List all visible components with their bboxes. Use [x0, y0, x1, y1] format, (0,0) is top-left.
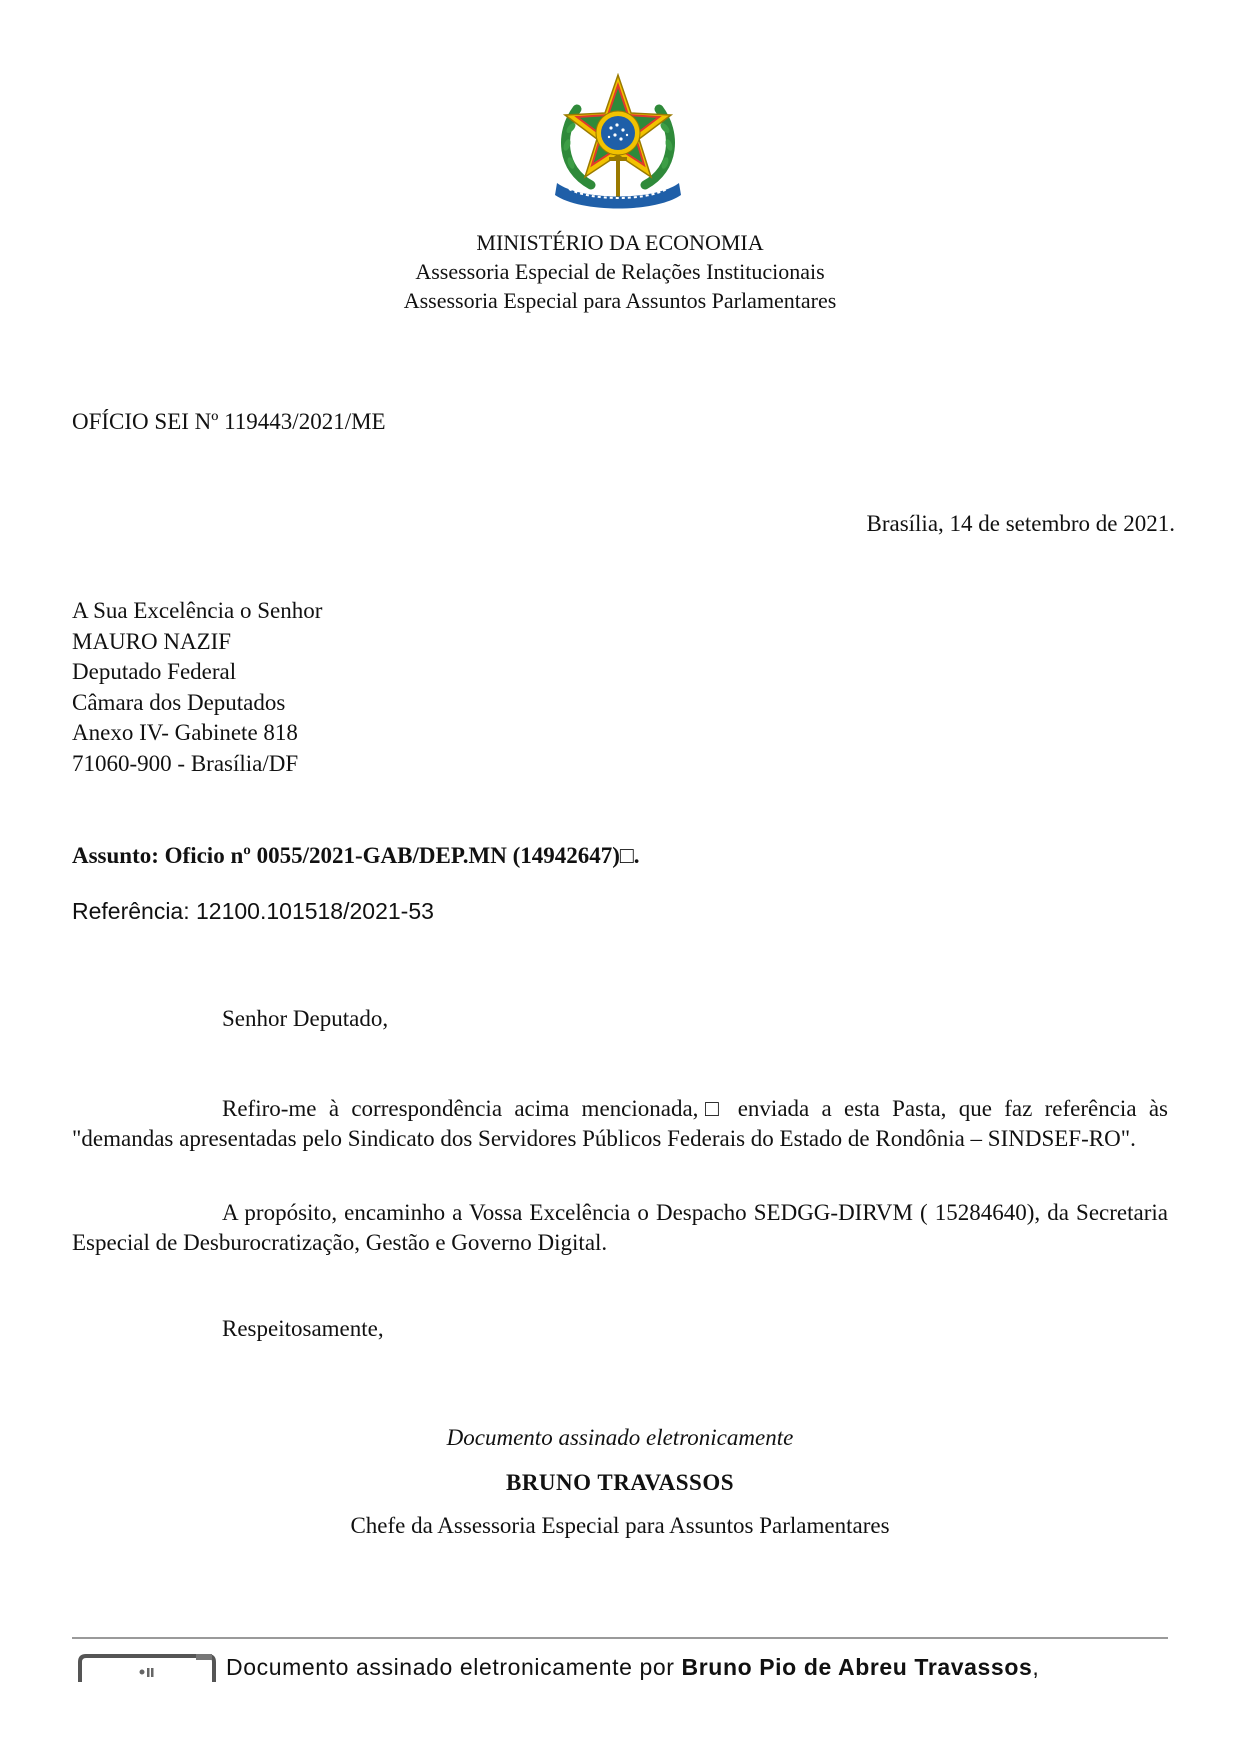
sub-department-name: Assessoria Especial para Assuntos Parlamentares — [403, 288, 837, 313]
footer-suffix: , — [1032, 1654, 1040, 1680]
addressee-line: Anexo IV- Gabinete 818 — [72, 720, 298, 745]
subject-line: Assunto: Oficio nº 0055/2021-GAB/DEP.MN (14942647)□. — [72, 843, 640, 868]
ministry-name: MINISTÉRIO DA ECONOMIA — [476, 230, 764, 255]
letterhead — [0, 228, 1240, 315]
date-line: Brasília, 14 de setembro de 2021. — [866, 511, 1175, 536]
body-paragraph: A propósito, encaminho a Vossa Excelência o Despacho SEDGG-DIRVM ( 15284640), da Secretaria Especial de Desburocratização, Gestão e Governo Digital. — [72, 1200, 1168, 1255]
department-name: Assessoria Especial de Relações Institucionais — [415, 259, 825, 284]
closing: Respeitosamente, — [222, 1316, 384, 1341]
addressee-line: Câmara dos Deputados — [72, 689, 286, 715]
signer-name: BRUNO TRAVASSOS — [505, 1470, 734, 1495]
addressee-block — [72, 596, 322, 779]
addressee-line: MAURO NAZIF — [72, 628, 232, 654]
signature-note: Documento assinado eletronicamente — [446, 1425, 794, 1450]
salutation: Senhor Deputado, — [222, 1006, 389, 1031]
body-paragraph: Refiro-me à correspondência acima mencionada,□ enviada a esta Pasta, que faz referência às "demandas apresentadas pelo Sindicato dos Servidores Públicos Federais do Estado de Rondônia – SINDSEF-RO". — [72, 1096, 1168, 1151]
document-number: OFÍCIO SEI Nº 119443/2021/ME — [72, 409, 386, 434]
signer-role: Chefe da Assessoria Especial para Assuntos Parlamentares — [350, 1513, 890, 1538]
addressee-line: 71060-900 - Brasília/DF — [72, 750, 299, 776]
footer-prefix: Documento assinado eletronicamente por — [226, 1654, 682, 1680]
addressee-line: Deputado Federal — [72, 659, 237, 684]
addressee-line: A Sua Excelência o Senhor — [72, 598, 323, 623]
footer-divider — [72, 1637, 1168, 1639]
coat-of-arms-icon — [551, 73, 685, 211]
sei-logo-icon — [76, 1652, 218, 1682]
electronic-signature-notice — [226, 1654, 1039, 1681]
footer-signer: Bruno Pio de Abreu Travassos — [681, 1654, 1033, 1680]
reference-line: Referência: 12100.101518/2021-53 — [72, 898, 434, 924]
